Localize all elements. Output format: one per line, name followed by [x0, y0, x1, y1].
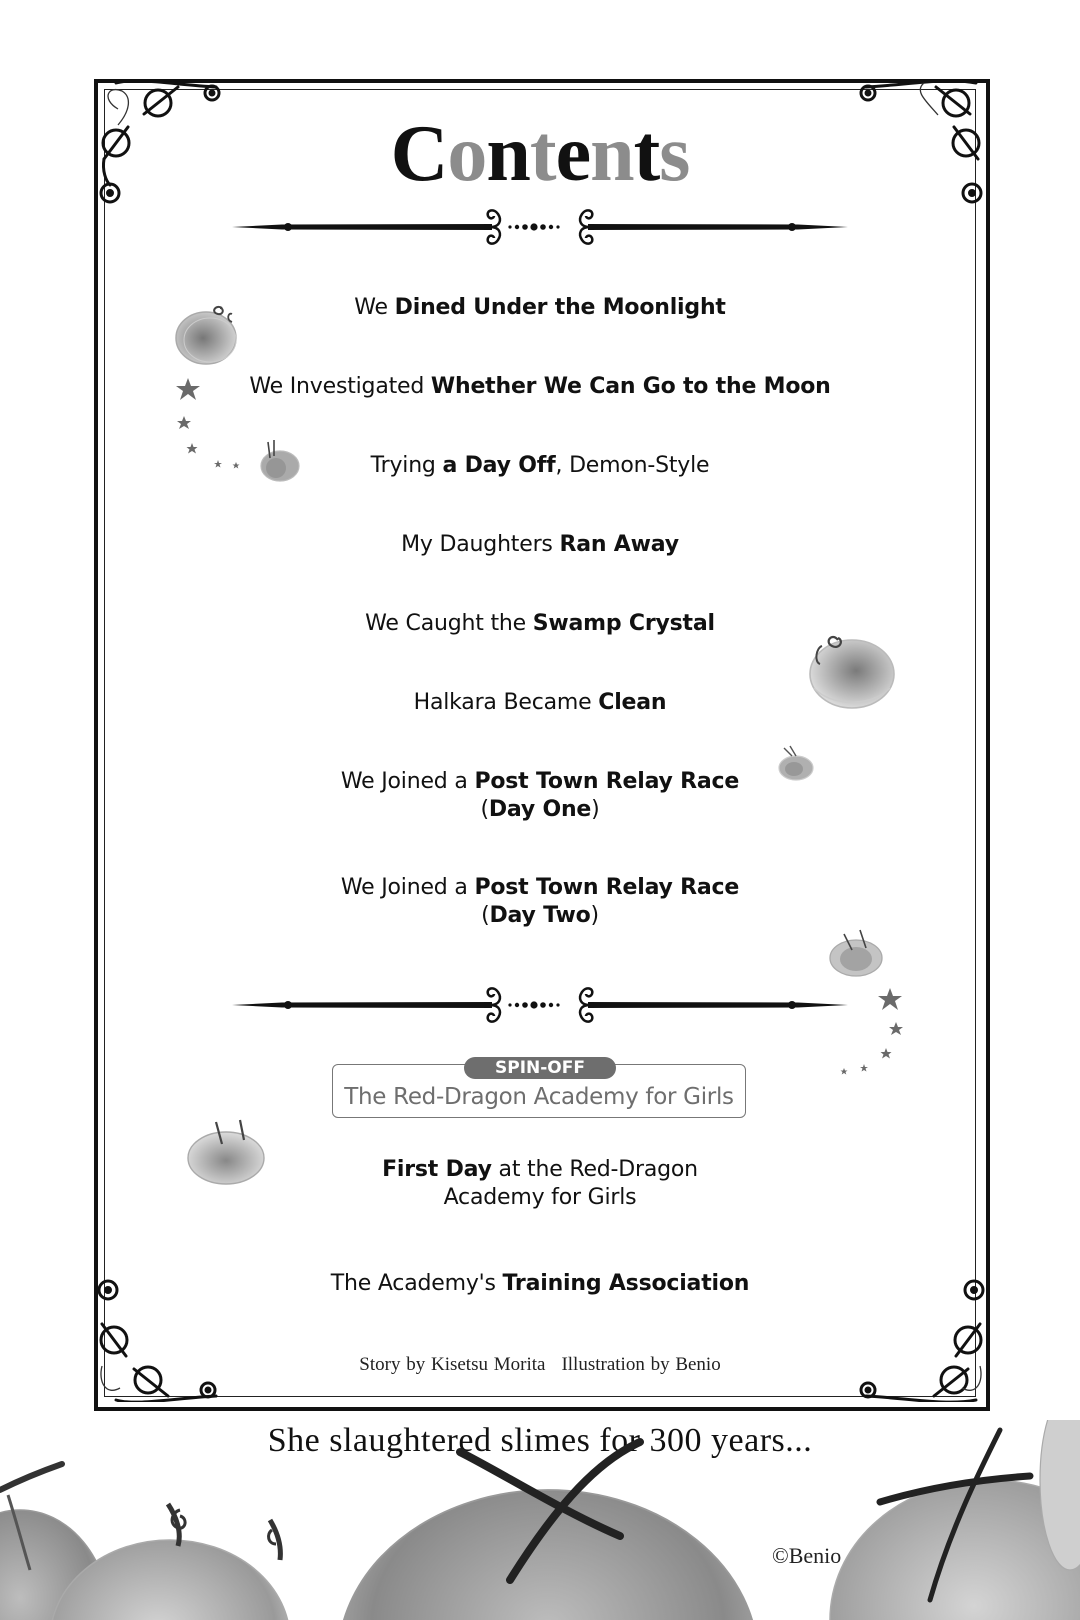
slime-small-icon — [256, 438, 302, 484]
slime-small-icon — [774, 744, 820, 784]
toc-entry[interactable]: We Joined a Post Town Relay Race (Day Two) — [340, 875, 740, 928]
illustration-credit: Illustration by Benio — [561, 1354, 721, 1375]
toc-entry[interactable]: Halkara Became Clean — [413, 690, 667, 715]
toc-entry[interactable]: My Daughters Ran Away — [401, 532, 679, 557]
copyright-notice: ©Benio — [772, 1543, 842, 1568]
slime-small-icon — [826, 926, 888, 980]
toc-entry[interactable]: We Investigated Whether We Can Go to the Moon — [249, 374, 831, 399]
page-title — [0, 104, 1080, 204]
spinoff-badge: SPIN-OFF — [464, 1057, 616, 1079]
toc-entry[interactable]: First Day at the Red-Dragon Academy for Girls — [382, 1157, 698, 1210]
title-letter: t — [633, 110, 660, 198]
story-credit: Story by Kisetsu Morita — [359, 1354, 546, 1375]
toc-entry[interactable]: We Joined a Post Town Relay Race (Day One) — [340, 769, 740, 822]
slime-icon — [184, 1118, 270, 1188]
star-trail-right-icon — [832, 984, 912, 1084]
tagline: She slaughtered slimes for 300 years... — [267, 1422, 813, 1459]
credits-line — [0, 1354, 1080, 1376]
title-letter: t — [529, 110, 556, 198]
title-letter: s — [659, 110, 690, 198]
title-letter: n — [590, 110, 634, 198]
title-letter: C — [390, 110, 448, 198]
spinoff-title: The Red-Dragon Academy for Girls — [344, 1084, 734, 1110]
slimes-illustration-icon — [0, 1420, 1080, 1620]
toc-entry[interactable]: The Academy's Training Association — [330, 1271, 750, 1296]
star-trail-left-icon — [170, 372, 250, 472]
toc-entry[interactable]: We Caught the Swamp Crystal — [365, 611, 715, 636]
slime-icon — [170, 300, 250, 370]
title-letter: o — [447, 110, 487, 198]
title-letter: e — [555, 110, 591, 198]
ornamental-divider-bottom-icon — [232, 980, 848, 1030]
ornamental-divider-top-icon — [232, 202, 848, 252]
toc-entry[interactable]: Trying a Day Off, Demon-Style — [370, 453, 710, 478]
slime-icon — [800, 628, 900, 718]
title-letter: n — [486, 110, 530, 198]
toc-entry[interactable]: We Dined Under the Moonlight — [354, 295, 726, 320]
